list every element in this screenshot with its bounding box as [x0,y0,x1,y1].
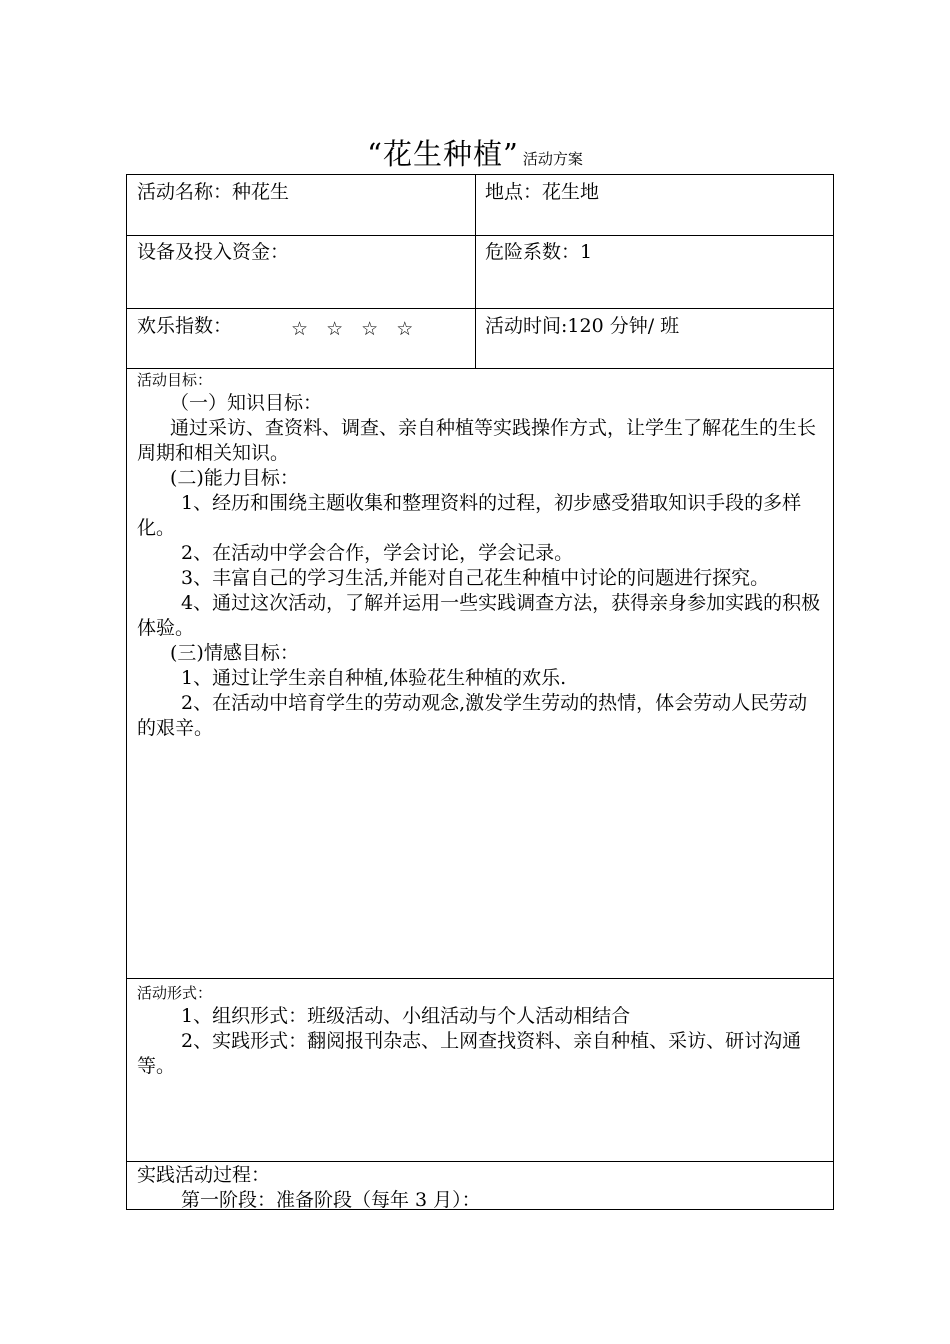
fun-index-label: 欢乐指数： [137,315,233,337]
title-main: “花生种植” [367,137,519,171]
goals-body [127,391,833,741]
row-forms [127,979,833,1162]
activity-duration: 活动时间:120 分钟/ 班 [485,315,680,337]
process-body [127,1162,833,1213]
emotion-item: 2、在活动中培育学生的劳动观念,激发学生劳动的热情，体会劳动人民劳动的艰辛。 [137,692,808,739]
forms-label: 活动形式： [137,984,213,1002]
form-item: 2、实践形式：翻阅报刊杂志、上网查找资料、亲自种植、采访、研讨沟通等。 [137,1030,802,1077]
cell-risk [476,236,833,308]
ability-item: 4、通过这次活动，了解并运用一些实践调查方法，获得亲身参加实践的积极体验。 [137,592,821,639]
cell-activity-name [127,175,476,235]
activity-name: 活动名称：种花生 [137,181,290,203]
row-process [127,1162,833,1209]
ability-item: 3、丰富自己的学习生活,并能对自己花生种植中讨论的问题进行探究。 [181,567,770,589]
equipment: 设备及投入资金： [137,241,290,263]
row-name-location [127,175,833,236]
row-goals [127,369,833,979]
document-title [0,132,950,173]
cell-location [476,175,833,235]
ability-item: 2、在活动中学会合作，学会讨论，学会记录。 [181,542,574,564]
emotion-item: 1、通过让学生亲自种植,体验花生种植的欢乐. [181,667,567,689]
form-item: 1、组织形式：班级活动、小组活动与个人活动相结合 [181,1005,631,1027]
knowledge-heading: （一）知识目标： [170,392,323,414]
forms-body [127,1004,833,1079]
emotion-heading: (三)情感目标： [170,642,299,664]
plan-table [126,174,834,1210]
cell-equipment [127,236,476,308]
goals-label: 活动目标： [137,371,213,389]
ability-heading: (二)能力目标： [170,467,299,489]
title-sub: 活动方案 [522,150,583,168]
cell-duration [476,309,833,368]
process-label: 实践活动过程： [137,1164,271,1186]
knowledge-text: 通过采访、查资料、调查、亲自种植等实践操作方式，让学生了解花生的生长周期和相关知识。 [137,417,817,464]
row-equipment-risk [127,236,833,309]
cell-fun-index [127,309,476,368]
process-stage-1: 第一阶段：准备阶段（每年 3 月）： [181,1189,481,1211]
risk-factor: 危险系数：1 [485,241,593,263]
location: 地点：花生地 [485,181,600,203]
ability-item: 1、经历和围绕主题收集和整理资料的过程，初步感受猎取知识手段的多样化。 [137,492,802,539]
star-rating-icons: ☆ ☆ ☆ ☆ [291,318,420,340]
row-fun-duration [127,309,833,369]
